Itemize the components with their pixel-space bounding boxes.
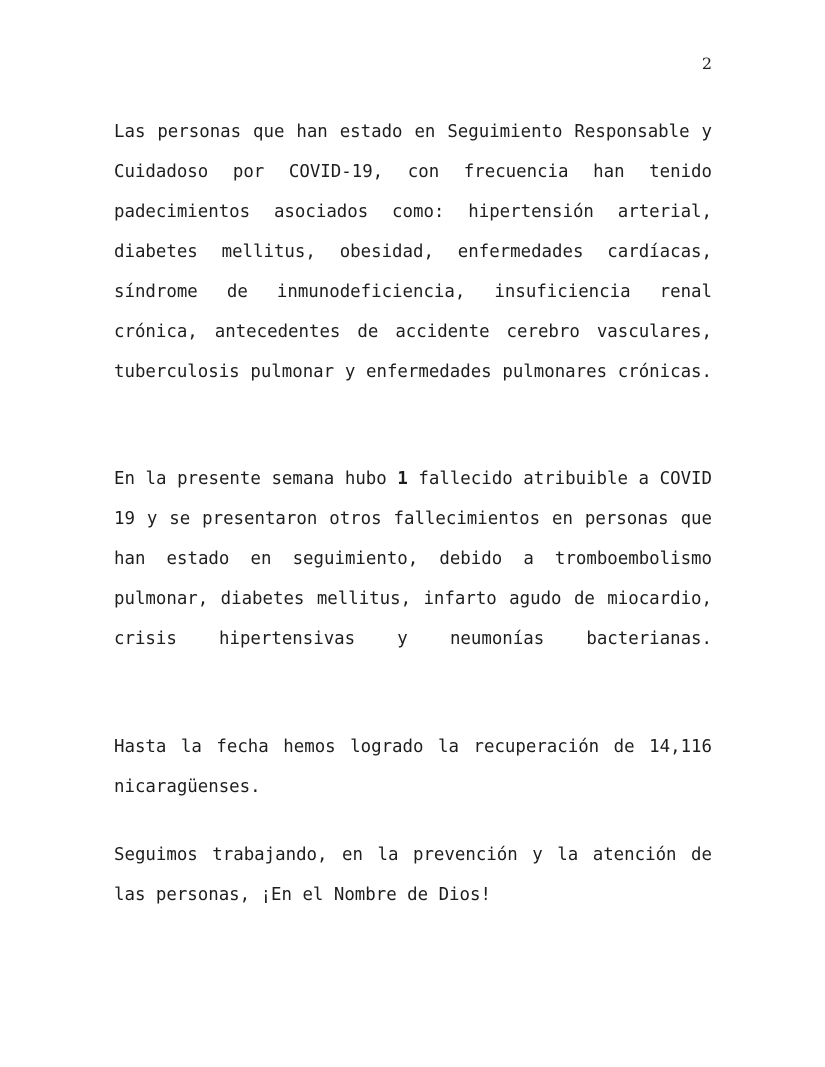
paragraph-closing: Seguimos trabajando, en la prevención y la atención de las personas, ¡En el Nombre de Dios! [114,845,712,905]
document-body [114,112,712,915]
paragraph-comorbidities: Las personas que han estado en Seguimiento Responsable y Cuidadoso por COVID-19, con frecuencia han tenido padecimientos asociados como: hipertensión arterial, diabetes mellitus, obesidad, enfermedades cardíacas, síndrome de inmunodeficiencia, insuficiencia renal crónica, antecedentes de accidente cerebro vasculares, tuberculosis pulmonar y enfermedades pulmonares crónicas. [114,122,712,382]
paragraph-weekly-deaths-suffix: fallecido atribuible a COVID 19 y se presentaron otros fallecimientos en personas que han estado en seguimiento, debido a tromboembolismo pulmonar, diabetes mellitus, infarto agudo de miocardio, crisis hipertensivas y neumonías bacterianas. [114,469,712,649]
page-number: 2 [701,54,712,73]
paragraph-recoveries: Hasta la fecha hemos logrado la recuperación de 14,116 nicaragüenses. [114,737,712,797]
death-count-emphasis: 1 [397,469,408,489]
paragraph-weekly-deaths [114,459,712,699]
paragraph-weekly-deaths-prefix: En la presente semana hubo [114,469,398,489]
